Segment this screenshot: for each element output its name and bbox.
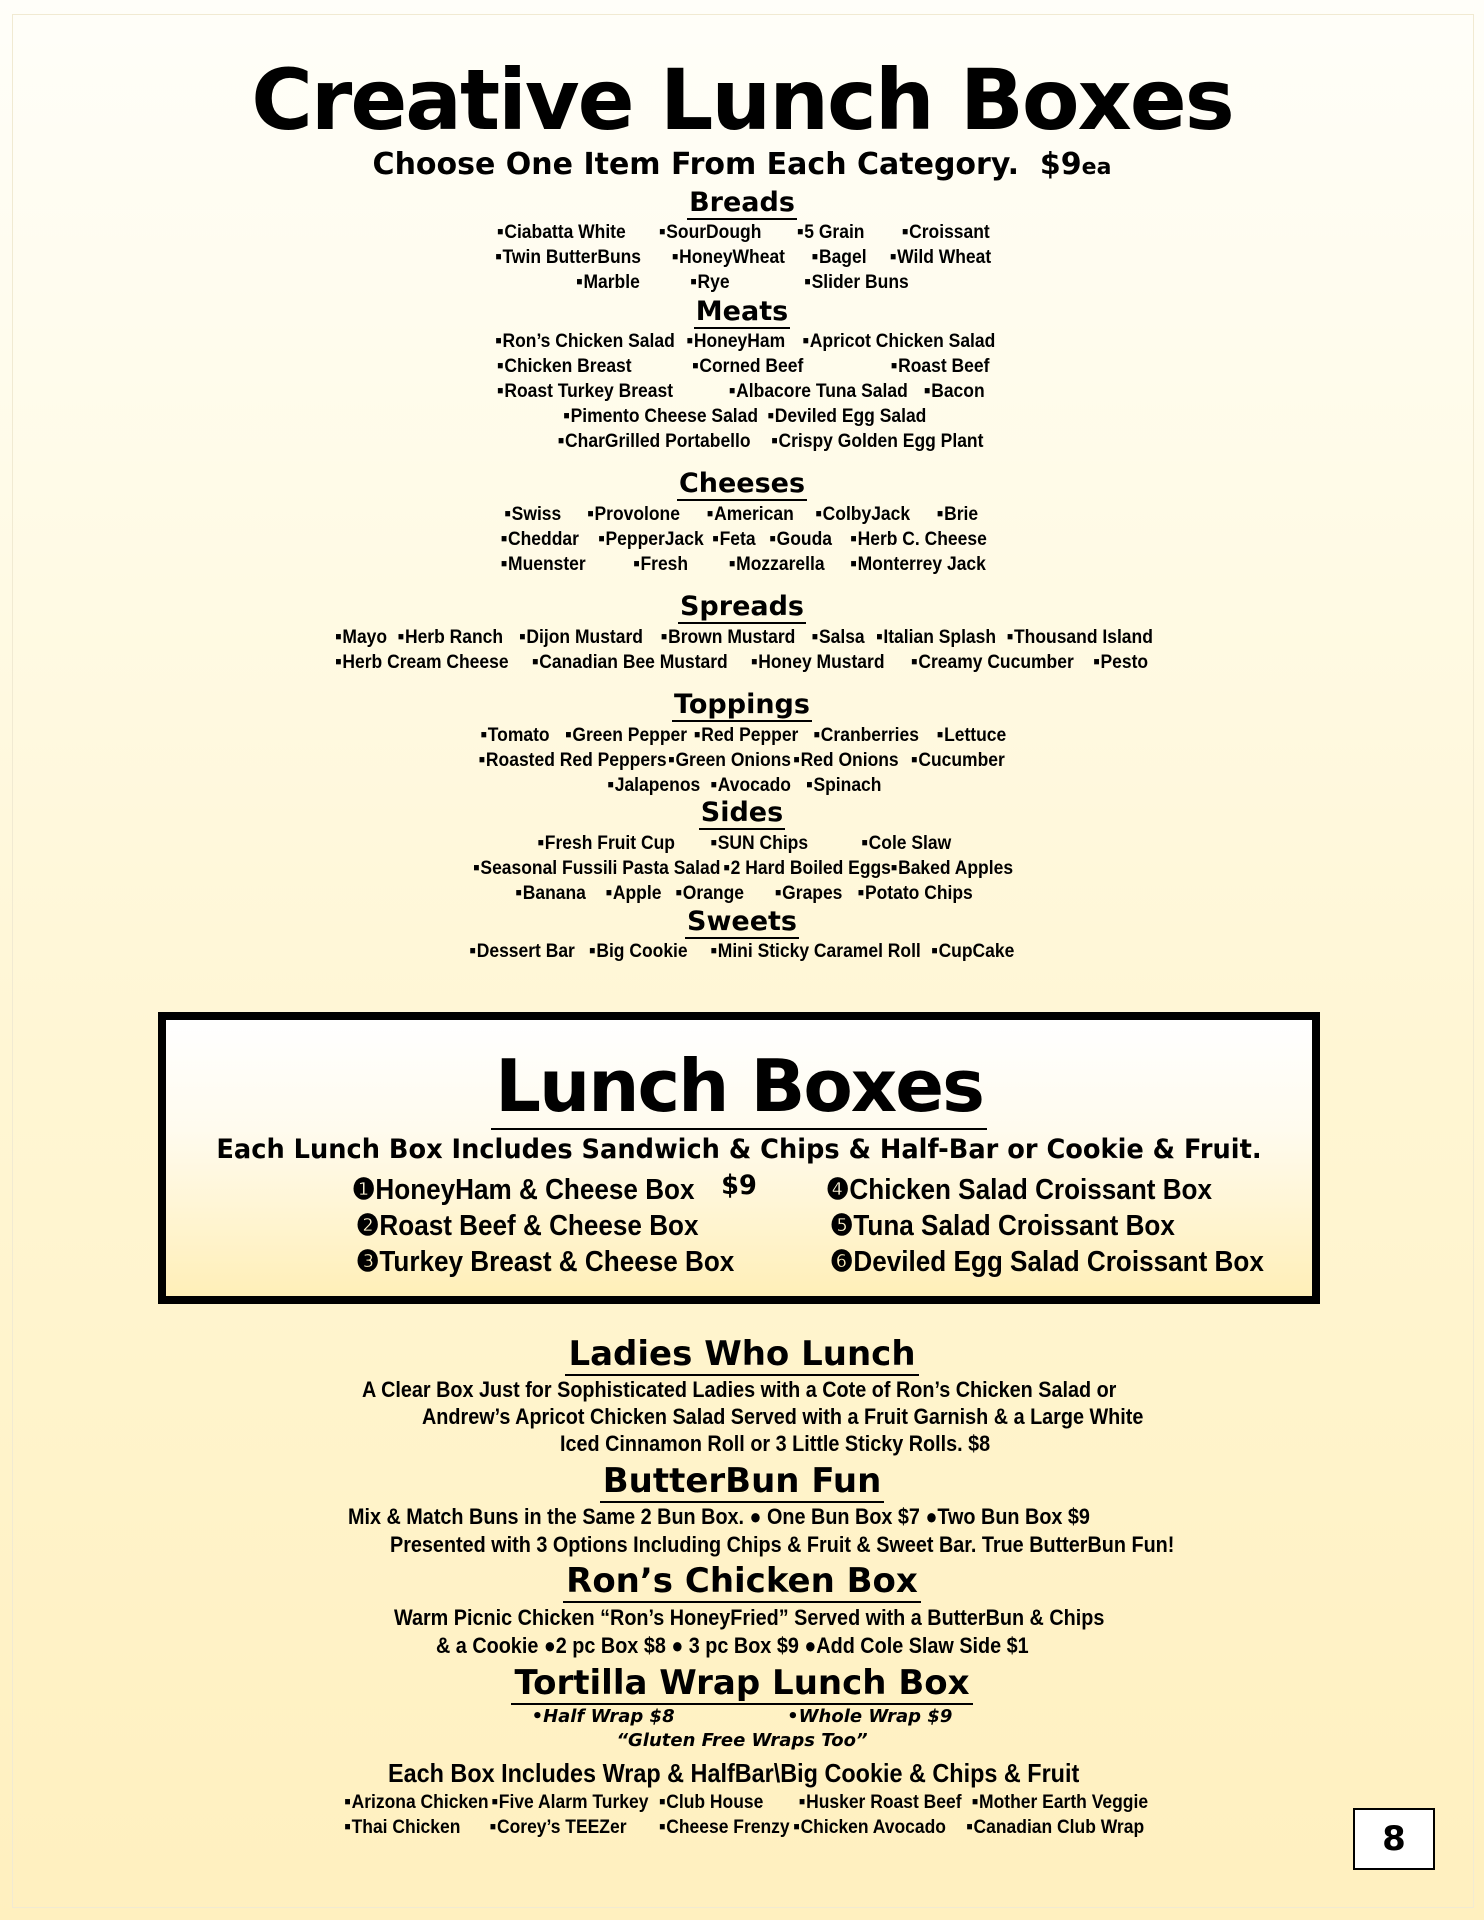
toppings-heading: Toppings <box>674 689 810 720</box>
butterbun-line: Mix & Match Buns in the Same 2 Bun Box. ● One Bun Box $7 ●Two Bun Box $9 <box>348 1504 1090 1529</box>
list-item: ■ Potato Chips <box>858 881 973 906</box>
list-item: ■ Pesto <box>1093 650 1148 675</box>
sides-heading: Sides <box>700 797 784 828</box>
spreads-heading: Spreads <box>679 591 805 622</box>
lunch-box-item: ❶HoneyHam & Cheese Box <box>352 1174 695 1206</box>
toppings-row-1 <box>59 723 1424 748</box>
sweets-row-1 <box>59 939 1424 964</box>
list-item: ■ Gouda <box>770 527 832 552</box>
gluten-free-note: “Gluten Free Wraps Too” <box>616 1730 868 1751</box>
list-item: ■ Dessert Bar <box>470 939 575 964</box>
list-item: ■ Roasted Red Peppers <box>479 748 667 773</box>
list-item: ■ Creamy Cucumber <box>911 650 1073 675</box>
subtitle-price-unit: ea <box>1081 155 1112 180</box>
list-item: ■ Swiss <box>505 502 562 527</box>
lunch-boxes-subtitle: Each Lunch Box Includes Sandwich & Chips & Half-Bar or Cookie & Fruit. $9 <box>216 1134 1262 1201</box>
rons-chicken-line: Warm Picnic Chicken “Ron’s HoneyFried” Served with a ButterBun & Chips <box>394 1605 1105 1630</box>
list-item: ■ Red Pepper <box>694 723 798 748</box>
page-number: 8 <box>1353 1808 1435 1870</box>
list-item: ■ Salsa <box>812 625 865 650</box>
subtitle-text: Choose One Item From Each Category. <box>372 147 1020 182</box>
list-item: ■ Roast Turkey Breast <box>497 379 673 404</box>
list-item: ■ Cheddar <box>501 527 579 552</box>
list-item: ■ Fresh <box>633 552 688 577</box>
meats-row-3 <box>59 379 1424 404</box>
subtitle-price: $9 <box>1039 147 1082 182</box>
list-item: ■ Rye <box>690 270 729 295</box>
list-item: ■ Wild Wheat <box>890 245 991 270</box>
tortilla-heading: Tortilla Wrap Lunch Box <box>0 1662 1484 1704</box>
whole-wrap-price: •Whole Wrap $9 <box>787 1706 953 1727</box>
sides-row-3 <box>59 881 1424 906</box>
lunch-box-item: ❷Roast Beef & Cheese Box <box>356 1210 699 1242</box>
list-item: ■ Herb Cream Cheese <box>335 650 508 675</box>
cheeses-row-3 <box>59 552 1424 577</box>
meats-heading: Meats <box>695 296 789 327</box>
list-item: ■ PepperJack <box>598 527 703 552</box>
page-subtitle <box>0 145 1484 188</box>
meats-row-5 <box>59 429 1424 454</box>
list-item: ■ Husker Roast Beef <box>799 1790 961 1815</box>
breads-row-3 <box>59 270 1424 295</box>
list-item: ■ Crispy Golden Egg Plant <box>771 429 983 454</box>
rons-chicken-line: & a Cookie ●2 pc Box $8 ● 3 pc Box $9 ●Add Cole Slaw Side $1 <box>436 1633 1029 1658</box>
lunch-box-item: ❻Deviled Egg Salad Croissant Box <box>830 1246 1264 1278</box>
butterbun-line: Presented with 3 Options Including Chips & Fruit & Sweet Bar. True ButterBun Fun! <box>390 1532 1175 1557</box>
breads-row-2 <box>59 245 1424 270</box>
sweets-heading: Sweets <box>687 906 797 937</box>
list-item: ■ Italian Splash <box>876 625 996 650</box>
list-item: ■ Albacore Tuna Salad <box>729 379 908 404</box>
list-item: ■ CupCake <box>932 939 1015 964</box>
list-item: ■ Cucumber <box>911 748 1004 773</box>
list-item: ■ SourDough <box>659 220 761 245</box>
cheeses-row-2 <box>59 527 1424 552</box>
list-item: ■ Marble <box>576 270 639 295</box>
meats-row-1 <box>59 329 1424 354</box>
tortilla-prices <box>0 1705 1484 1729</box>
lunch-boxes-panel <box>158 1012 1320 1304</box>
list-item: ■ Canadian Bee Mustard <box>532 650 727 675</box>
list-item: ■ Club House <box>659 1790 763 1815</box>
list-item: ■ CharGrilled Portabello <box>558 429 751 454</box>
list-item: ■ Mozzarella <box>729 552 824 577</box>
list-item: ■ Corey’s TEEZer <box>490 1815 627 1840</box>
list-item: ■ Twin ButterBuns <box>495 245 641 270</box>
list-item: ■ Dijon Mustard <box>519 625 643 650</box>
list-item: ■ Corned Beef <box>692 354 803 379</box>
list-item: ■ Mayo <box>335 625 387 650</box>
cheeses-heading: Cheeses <box>678 468 806 499</box>
list-item: ■ Croissant <box>902 220 990 245</box>
list-item: ■ Seasonal Fussili Pasta Salad <box>473 856 720 881</box>
list-item: ■ Baked Apples <box>891 856 1013 881</box>
list-item: ■ Bagel <box>812 245 867 270</box>
list-item: ■ Apricot Chicken Salad <box>803 329 996 354</box>
list-item: ■ Thousand Island <box>1007 625 1153 650</box>
list-item: ■ SUN Chips <box>711 831 808 856</box>
list-item: ■ Cheese Frenzy <box>659 1815 789 1840</box>
list-item: ■ Thai Chicken <box>345 1815 461 1840</box>
list-item: ■ Cole Slaw <box>862 831 952 856</box>
ladies-line: Iced Cinnamon Roll or 3 Little Sticky Rolls. $8 <box>560 1431 991 1456</box>
lunch-boxes-title: Lunch Boxes <box>166 1044 1312 1128</box>
list-item: ■ Mother Earth Veggie <box>972 1790 1148 1815</box>
list-item: ■ Herb Ranch <box>398 625 503 650</box>
list-item: ■ Spinach <box>806 773 881 798</box>
list-item: ■ Green Onions <box>668 748 791 773</box>
half-wrap-price: •Half Wrap $8 <box>531 1706 675 1727</box>
meats-row-4 <box>59 404 1424 429</box>
list-item: ■ Grapes <box>775 881 842 906</box>
list-item: ■ Big Cookie <box>589 939 687 964</box>
list-item: ■ Mini Sticky Caramel Roll <box>711 939 921 964</box>
lunch-box-item: ❸Turkey Breast & Cheese Box <box>356 1246 735 1278</box>
lunch-box-item: ❹Chicken Salad Croissant Box <box>826 1174 1213 1206</box>
cheeses-row-1 <box>59 502 1424 527</box>
list-item: ■ Avocado <box>711 773 791 798</box>
tortilla-row-1 <box>59 1790 1424 1815</box>
list-item: ■ Cranberries <box>814 723 919 748</box>
list-item: ■ Canadian Club Wrap <box>966 1815 1144 1840</box>
list-item: ■ Herb C. Cheese <box>851 527 987 552</box>
page-title: Creative Lunch Boxes <box>251 51 1233 149</box>
list-item: ■ Deviled Egg Salad <box>768 404 927 429</box>
list-item: ■ Apple <box>606 881 662 906</box>
breads-heading: Breads <box>689 187 795 218</box>
list-item: ■ 2 Hard Boiled Eggs <box>724 856 891 881</box>
list-item: ■ Brown Mustard <box>661 625 795 650</box>
list-item: ■ Pimento Cheese Salad <box>564 404 759 429</box>
list-item: ■ Fresh Fruit Cup <box>538 831 675 856</box>
list-item: ■ Brie <box>937 502 978 527</box>
list-item: ■ HoneyWheat <box>672 245 785 270</box>
tortilla-row-2 <box>59 1815 1424 1840</box>
list-item: ■ HoneyHam <box>687 329 785 354</box>
list-item: ■ 5 Grain <box>797 220 864 245</box>
toppings-row-2 <box>59 748 1424 773</box>
list-item: ■ Five Alarm Turkey <box>492 1790 649 1815</box>
list-item: ■ American <box>707 502 794 527</box>
list-item: ■ Honey Mustard <box>751 650 884 675</box>
spreads-row-1 <box>59 625 1424 650</box>
rons-chicken-heading: Ron’s Chicken Box <box>0 1560 1484 1602</box>
list-item: ■ Lettuce <box>937 723 1006 748</box>
butterbun-heading: ButterBun Fun <box>0 1460 1484 1502</box>
list-item: ■ Green Pepper <box>565 723 687 748</box>
sides-row-2 <box>59 856 1424 881</box>
tortilla-includes: Each Box Includes Wrap & HalfBar\Big Cookie & Chips & Fruit <box>388 1758 1080 1788</box>
list-item: ■ Provolone <box>587 502 680 527</box>
list-item: ■ Chicken Avocado <box>794 1815 946 1840</box>
lunch-box-item: ❺Tuna Salad Croissant Box <box>830 1210 1175 1242</box>
list-item: ■ ColbyJack <box>816 502 910 527</box>
list-item: ■ Bacon <box>924 379 984 404</box>
list-item: ■ Chicken Breast <box>497 354 631 379</box>
list-item: ■ Roast Beef <box>891 354 989 379</box>
list-item: ■ Feta <box>713 527 756 552</box>
toppings-row-3 <box>59 773 1424 798</box>
sides-row-1 <box>59 831 1424 856</box>
list-item: ■ Tomato <box>481 723 550 748</box>
meats-row-2 <box>59 354 1424 379</box>
ladies-line: Andrew’s Apricot Chicken Salad Served with a Fruit Garnish & a Large White <box>422 1404 1144 1429</box>
list-item: ■ Ron’s Chicken Salad <box>495 329 674 354</box>
list-item: ■ Red Onions <box>794 748 899 773</box>
list-item: ■ Slider Buns <box>805 270 909 295</box>
list-item: ■ Jalapenos <box>608 773 701 798</box>
ladies-line: A Clear Box Just for Sophisticated Ladies with a Cote of Ron’s Chicken Salad or <box>362 1377 1117 1402</box>
ladies-heading: Ladies Who Lunch <box>0 1333 1484 1375</box>
list-item: ■ Banana <box>516 881 586 906</box>
list-item: ■ Arizona Chicken <box>345 1790 489 1815</box>
breads-row-1 <box>59 220 1424 245</box>
list-item: ■ Ciabatta White <box>497 220 625 245</box>
spreads-row-2 <box>59 650 1424 675</box>
list-item: ■ Orange <box>676 881 744 906</box>
list-item: ■ Muenster <box>501 552 586 577</box>
list-item: ■ Monterrey Jack <box>851 552 986 577</box>
